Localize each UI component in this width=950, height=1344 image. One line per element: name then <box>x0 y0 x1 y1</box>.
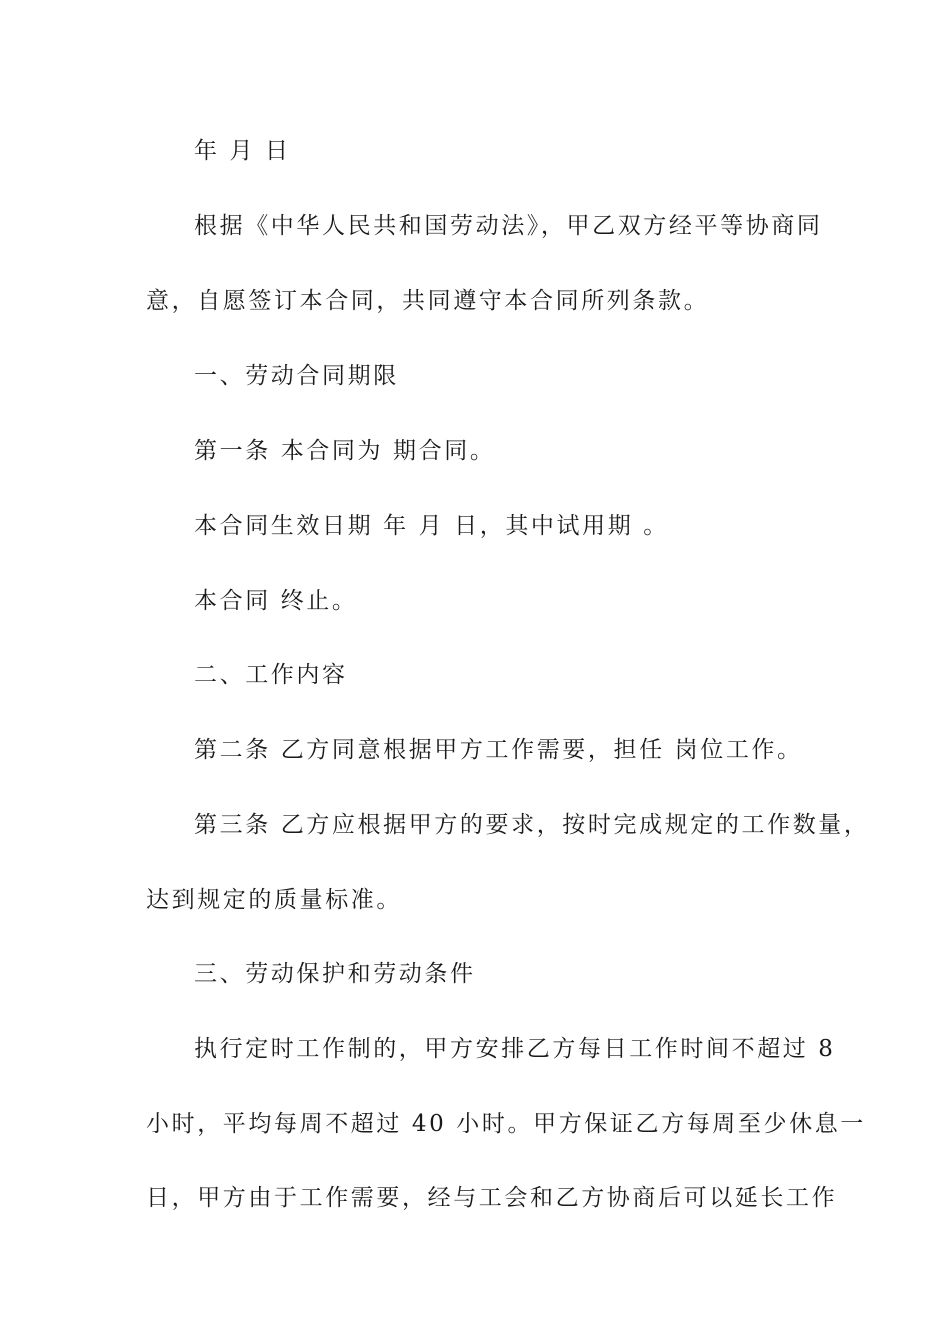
working-hours-line-1: 执行定时工作制的，甲方安排乙方每日工作时间不超过 8 <box>194 1036 836 1062</box>
effective-date-line: 本合同生效日期 年 月 日，其中试用期 。 <box>194 513 669 539</box>
termination-line: 本合同 终止。 <box>194 588 358 614</box>
article-3-line-2: 达到规定的质量标准。 <box>146 887 402 913</box>
section-heading-2: 二、工作内容 <box>194 662 348 688</box>
article-3-line-1: 第三条 乙方应根据甲方的要求，按时完成规定的工作数量， <box>194 812 870 838</box>
preamble-line-2: 意，自愿签订本合同，共同遵守本合同所列条款。 <box>146 288 710 314</box>
section-heading-3: 三、劳动保护和劳动条件 <box>194 961 476 987</box>
preamble-line-1: 根据《中华人民共和国劳动法》，甲乙双方经平等协商同 <box>194 213 823 239</box>
article-2: 第二条 乙方同意根据甲方工作需要，担任 岗位工作。 <box>194 737 803 763</box>
article-1: 第一条 本合同为 期合同。 <box>194 438 496 464</box>
working-hours-line-2: 小时，平均每周不超过 40 小时。甲方保证乙方每周至少休息一 <box>146 1111 866 1137</box>
working-hours-line-3: 日，甲方由于工作需要，经与工会和乙方协商后可以延长工作 <box>146 1185 838 1211</box>
date-line: 年 月 日 <box>194 138 291 164</box>
section-heading-1: 一、劳动合同期限 <box>194 363 399 389</box>
